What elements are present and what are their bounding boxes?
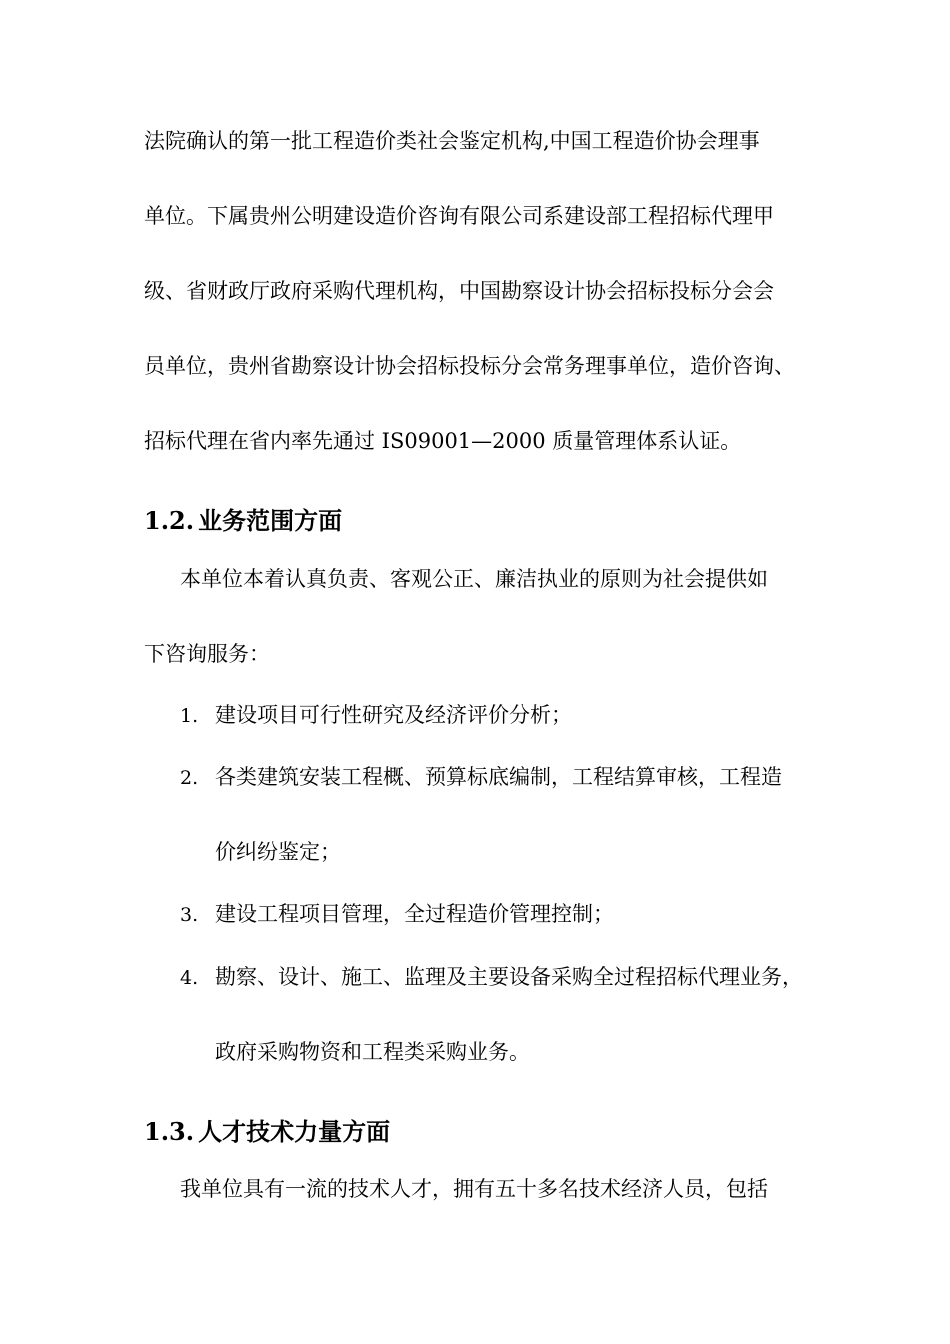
- list-item: [180, 700, 820, 731]
- paragraph-line: 单位。下属贵州公明建设造价咨询有限公司系建设部工程招标代理甲: [144, 204, 774, 228]
- list-item-text: 建设项目可行性研究及经济评价分析；: [215, 703, 572, 727]
- paragraph-line: 招标代理在省内率先通过 IS09001—2000 质量管理体系认证。: [144, 429, 742, 453]
- paragraph-line: 本单位本着认真负责、客观公正、廉洁执业的原则为社会提供如: [180, 567, 768, 591]
- list-item-text: 勘察、设计、施工、监理及主要设备采购全过程招标代理业务，: [215, 965, 803, 989]
- section-heading-1-2: [144, 505, 834, 537]
- list-item-continuation: 政府采购物资和工程类采购业务。: [215, 1040, 530, 1064]
- list-item-text: 各类建筑安装工程概、预算标底编制，工程结算审核，工程造: [215, 765, 782, 789]
- paragraph-line: 下咨询服务：: [144, 642, 270, 666]
- list-marker: 2.: [180, 767, 199, 789]
- list-item-continuation: 价纠纷鉴定；: [215, 840, 341, 864]
- section-number: 1.2.: [144, 506, 195, 535]
- list-item-text: 建设工程项目管理，全过程造价管理控制；: [215, 902, 614, 926]
- section-heading-1-3: [144, 1116, 834, 1148]
- paragraph-line: 员单位，贵州省勘察设计协会招标投标分会常务理事单位，造价咨询、: [144, 354, 795, 378]
- list-item: [180, 762, 820, 793]
- list-marker: 1.: [180, 705, 199, 727]
- list-item: [180, 899, 820, 930]
- section-number: 1.3.: [144, 1117, 195, 1146]
- paragraph-line: 级、省财政厅政府采购代理机构，中国勘察设计协会招标投标分会会: [144, 279, 774, 303]
- section-title: 业务范围方面: [198, 507, 343, 535]
- paragraph-line: 我单位具有一流的技术人才，拥有五十多名技术经济人员，包括: [180, 1177, 768, 1201]
- paragraph-line: 法院确认的第一批工程造价类社会鉴定机构,中国工程造价协会理事: [144, 129, 760, 153]
- list-marker: 3.: [180, 904, 199, 926]
- section-title: 人才技术力量方面: [198, 1118, 391, 1146]
- list-item: [180, 962, 820, 993]
- list-marker: 4.: [180, 967, 199, 989]
